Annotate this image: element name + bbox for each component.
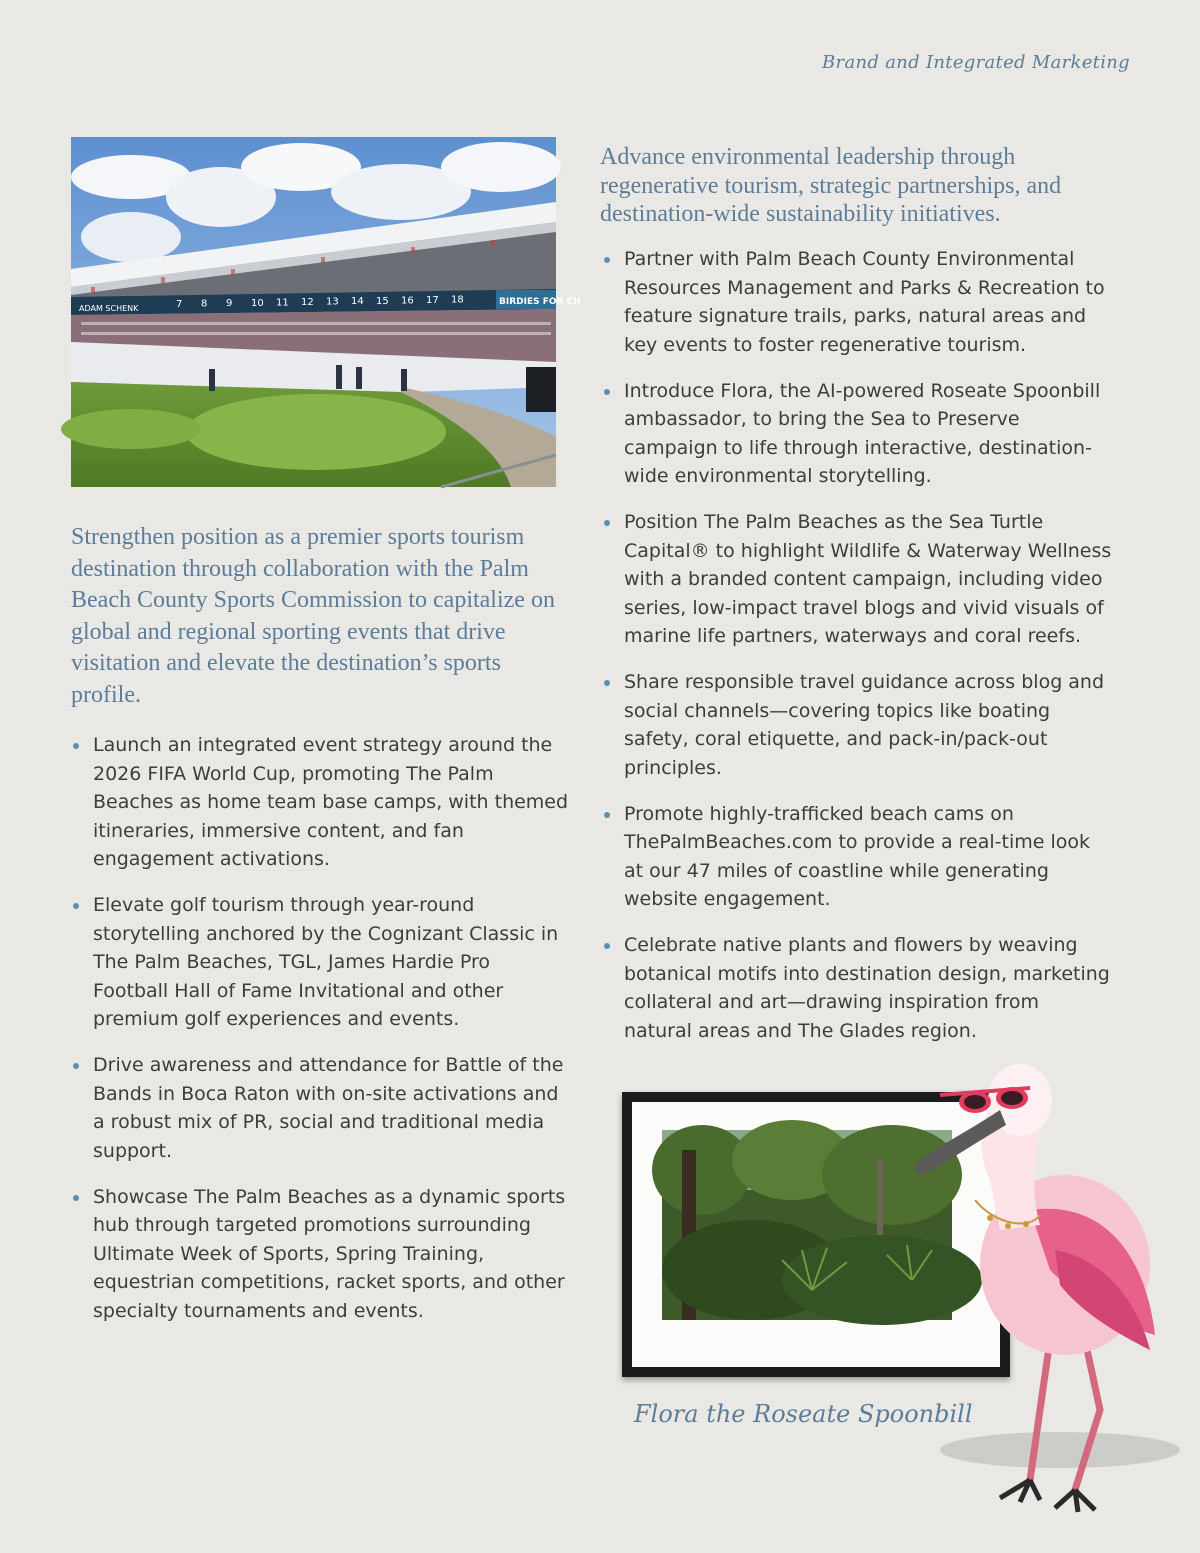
flora-spoonbill-illustration: [880, 1050, 1180, 1530]
scoreboard-banner: BIRDIES FOR CH: [499, 297, 581, 307]
scoreboard-hole-number: 11: [276, 297, 289, 309]
scoreboard-hole-number: 18: [451, 294, 464, 306]
environmental-initiatives-list: [602, 245, 1112, 1063]
list-item: Elevate golf tourism through year-round storytelling anchored by the Cognizant Classic in The Palm Beaches, TGL, James Hardie Pro Football Hall of Fame Invitational and other premium golf experiences and events.: [71, 891, 571, 1034]
scoreboard-hole-number: 7: [176, 299, 183, 310]
scoreboard-hole-number: 13: [326, 296, 339, 308]
environmental-heading: Advance environmental leadership through regenerative tourism, strategic partnerships, and destination-wide sustainability initiatives.: [600, 144, 1062, 227]
scoreboard-hole-number: 15: [376, 295, 389, 307]
list-item: Partner with Palm Beach County Environmental Resources Management and Parks & Recreation to feature signature trails, parks, natural areas and key events to foster regenerative tourism.: [602, 245, 1112, 359]
scoreboard-hole-number: 10: [251, 297, 264, 309]
section-header: Brand and Integrated Marketing: [822, 52, 1130, 73]
golf-stadium-photo: [71, 137, 581, 487]
list-item: Celebrate native plants and flowers by weaving botanical motifs into destination design, marketing collateral and art—drawing inspiration from natural areas and The Glades region.: [602, 931, 1112, 1045]
list-item: Promote highly-trafficked beach cams on ThePalmBeaches.com to provide a real-time look at our 47 miles of coastline while generating website engagement.: [602, 800, 1112, 914]
scoreboard-hole-number: 8: [201, 298, 208, 310]
list-item: Drive awareness and attendance for Battle of the Bands in Boca Raton with on-site activations and a robust mix of PR, social and traditional media support.: [71, 1051, 571, 1165]
list-item: Showcase The Palm Beaches as a dynamic sports hub through targeted promotions surrounding Ultimate Week of Sports, Spring Training, equestrian competitions, racket sports, and other specialty tournaments and events.: [71, 1183, 571, 1326]
scoreboard-hole-number: 9: [226, 298, 233, 310]
list-item: Launch an integrated event strategy around the 2026 FIFA World Cup, promoting The Palm Beaches as home team base camps, with themed itineraries, immersive content, and fan engagement activations.: [71, 731, 571, 874]
scoreboard-hole-number: 16: [401, 295, 414, 307]
list-item: Introduce Flora, the AI-powered Roseate Spoonbill ambassador, to bring the Sea to Preserve campaign to life through interactive, destination-wide environmental storytelling.: [602, 377, 1112, 491]
scoreboard-name: ADAM SCHENK: [79, 304, 139, 313]
sports-tourism-heading: Strengthen position as a premier sports tourism destination through collaboration with the Palm Beach County Sports Commission to capitalize on global and regional sporting events that drive visitation and elevate the destination’s sports profile.: [71, 524, 555, 708]
scoreboard-hole-number: 12: [301, 297, 314, 308]
sports-initiatives-list: [71, 731, 571, 1343]
scoreboard-hole-number: 14: [351, 296, 364, 308]
scoreboard-hole-number: 17: [426, 295, 439, 306]
list-item: Position The Palm Beaches as the Sea Turtle Capital® to highlight Wildlife & Waterway Wellness with a branded content campaign, including video series, low-impact travel blogs and vivid visuals of marine life partners, waterways and coral reefs.: [602, 508, 1112, 651]
list-item: Share responsible travel guidance across blog and social channels—covering topics like boating safety, coral etiquette, and pack-in/pack-out principles.: [602, 668, 1112, 782]
picture-caption: Flora the Roseate Spoonbill: [634, 1400, 973, 1428]
